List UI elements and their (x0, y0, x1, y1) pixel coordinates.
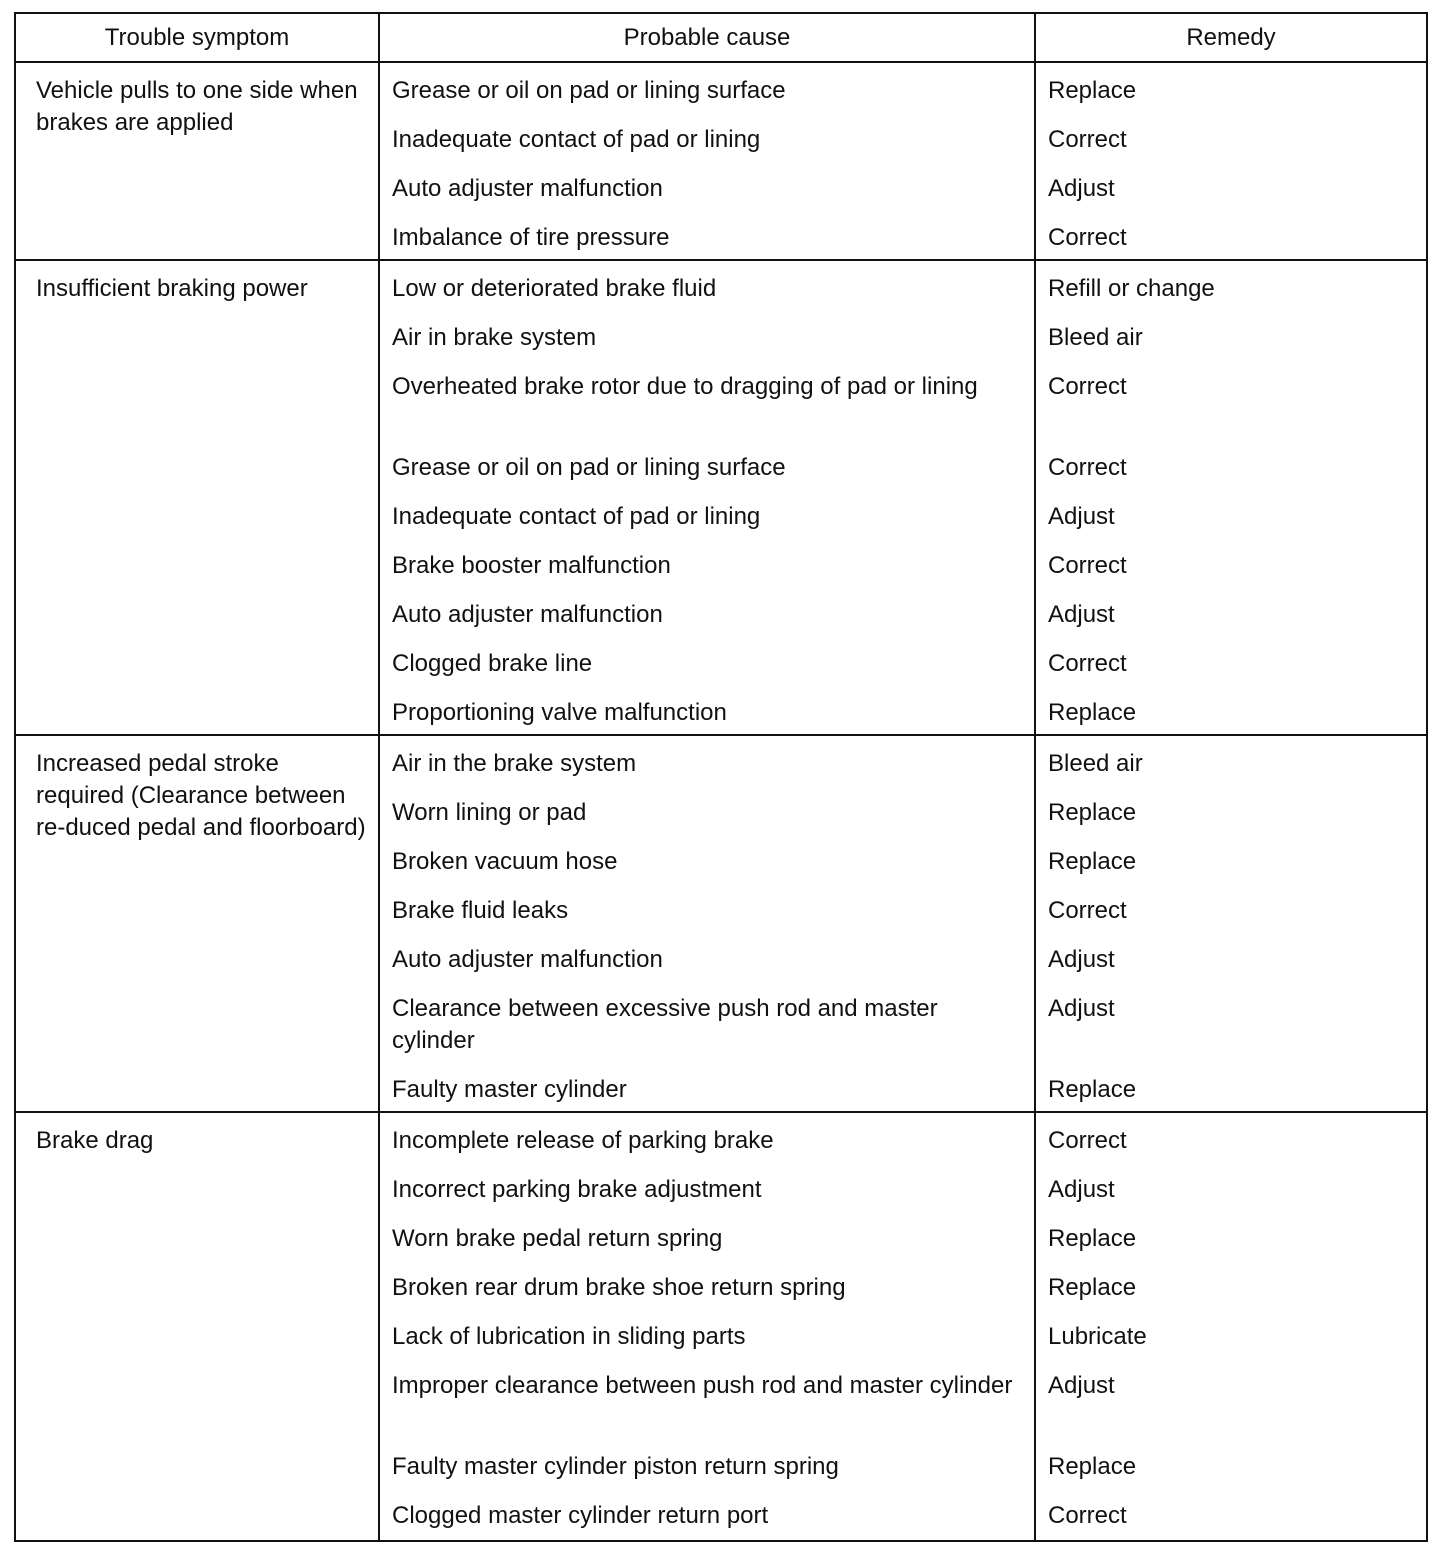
header-trouble-symptom: Trouble symptom (15, 13, 379, 62)
remedy-cell: Correct (1048, 454, 1127, 481)
probable-cause-cell: Faulty master cylinder (379, 1062, 1035, 1112)
trouble-symptom-cell: Brake drag (15, 1112, 379, 1541)
remedy-cell: Replace (1048, 1225, 1137, 1252)
remedy-cell: Adjust (1048, 175, 1115, 202)
trouble-symptom-cell: Insufficient braking power (15, 260, 379, 735)
probable-cause-cell: Faulty master cylinder piston return spring (379, 1439, 1035, 1488)
remedy-cell: Replace (1048, 1274, 1137, 1301)
probable-cause-cell: Low or deteriorated brake fluid (379, 260, 1035, 310)
remedy-cell: Adjust (1048, 995, 1115, 1022)
probable-cause-cell: Worn brake pedal return spring (379, 1211, 1035, 1260)
remedy-cell: Correct (1048, 552, 1127, 579)
remedy-cell: Adjust (1048, 1372, 1115, 1399)
probable-cause-cell: Air in the brake system (379, 735, 1035, 785)
remedy-cell: Correct (1048, 897, 1127, 924)
remedy-cell: Bleed air (1048, 750, 1143, 777)
probable-cause-cell: Brake booster malfunction (379, 538, 1035, 587)
remedy-cell: Replace (1035, 1062, 1427, 1112)
remedy-cell: Replace (1048, 799, 1137, 826)
probable-cause-cell: Worn lining or pad (379, 785, 1035, 834)
remedy-cell: Replace (1035, 685, 1427, 735)
probable-cause-cell: Proportioning valve malfunction (379, 685, 1035, 735)
remedy-cell: Replace (1048, 77, 1137, 104)
probable-cause-cell: Clearance between excessive push rod and master cylinder (379, 981, 1035, 1062)
remedy-cell: Adjust (1048, 1176, 1115, 1203)
probable-cause-cell: Grease or oil on pad or lining surface (379, 62, 1035, 112)
probable-cause-cell: Clogged brake line (379, 636, 1035, 685)
probable-cause-cell: Brake fluid leaks (379, 883, 1035, 932)
remedy-cell: Correct (1048, 1127, 1127, 1154)
remedy-cell: Adjust (1048, 946, 1115, 973)
remedy-cell: Replace (1048, 1453, 1137, 1480)
table-row (15, 62, 1427, 112)
probable-cause-cell: Auto adjuster malfunction (379, 587, 1035, 636)
probable-cause-cell: Air in brake system (379, 310, 1035, 359)
table-header (15, 13, 1427, 62)
probable-cause-cell: Inadequate contact of pad or lining (379, 112, 1035, 161)
probable-cause-cell: Clogged master cylinder return port (379, 1488, 1035, 1541)
remedy-cell: Refill or change (1048, 275, 1215, 302)
remedy-cell: Correct (1048, 650, 1127, 677)
header-remedy: Remedy (1035, 13, 1427, 62)
remedy-cell: Correct (1035, 1488, 1427, 1541)
probable-cause-cell: Incorrect parking brake adjustment (379, 1162, 1035, 1211)
remedy-cell: Replace (1048, 848, 1137, 875)
remedy-cell: Lubricate (1048, 1323, 1147, 1350)
remedy-cell: Adjust (1048, 601, 1115, 628)
remedy-cell: Adjust (1048, 503, 1115, 530)
probable-cause-cell: Broken rear drum brake shoe return spring (379, 1260, 1035, 1309)
probable-cause-cell: Auto adjuster malfunction (379, 932, 1035, 981)
probable-cause-cell: Overheated brake rotor due to dragging of pad or lining (379, 359, 1035, 440)
probable-cause-cell: Grease or oil on pad or lining surface (379, 440, 1035, 489)
table-row (15, 260, 1427, 310)
probable-cause-cell: Incomplete release of parking brake (379, 1112, 1035, 1162)
probable-cause-cell: Inadequate contact of pad or lining (379, 489, 1035, 538)
troubleshooting-table (14, 12, 1428, 1542)
probable-cause-cell: Auto adjuster malfunction (379, 161, 1035, 210)
header-row (15, 13, 1427, 62)
trouble-symptom-cell: Vehicle pulls to one side when brakes are applied (15, 62, 379, 260)
header-probable-cause: Probable cause (379, 13, 1035, 62)
table-row (15, 1112, 1427, 1162)
probable-cause-cell: Broken vacuum hose (379, 834, 1035, 883)
table-body (15, 62, 1427, 1541)
remedy-cell: Correct (1048, 373, 1127, 400)
remedy-cell: Bleed air (1048, 324, 1143, 351)
remedy-cell: Correct (1035, 210, 1427, 260)
table-row (15, 735, 1427, 785)
trouble-symptom-cell: Increased pedal stroke required (Clearance between re-duced pedal and floorboard) (15, 735, 379, 1112)
probable-cause-cell: Improper clearance between push rod and master cylinder (379, 1358, 1035, 1439)
probable-cause-cell: Lack of lubrication in sliding parts (379, 1309, 1035, 1358)
remedy-cell: Correct (1048, 126, 1127, 153)
probable-cause-cell: Imbalance of tire pressure (379, 210, 1035, 260)
